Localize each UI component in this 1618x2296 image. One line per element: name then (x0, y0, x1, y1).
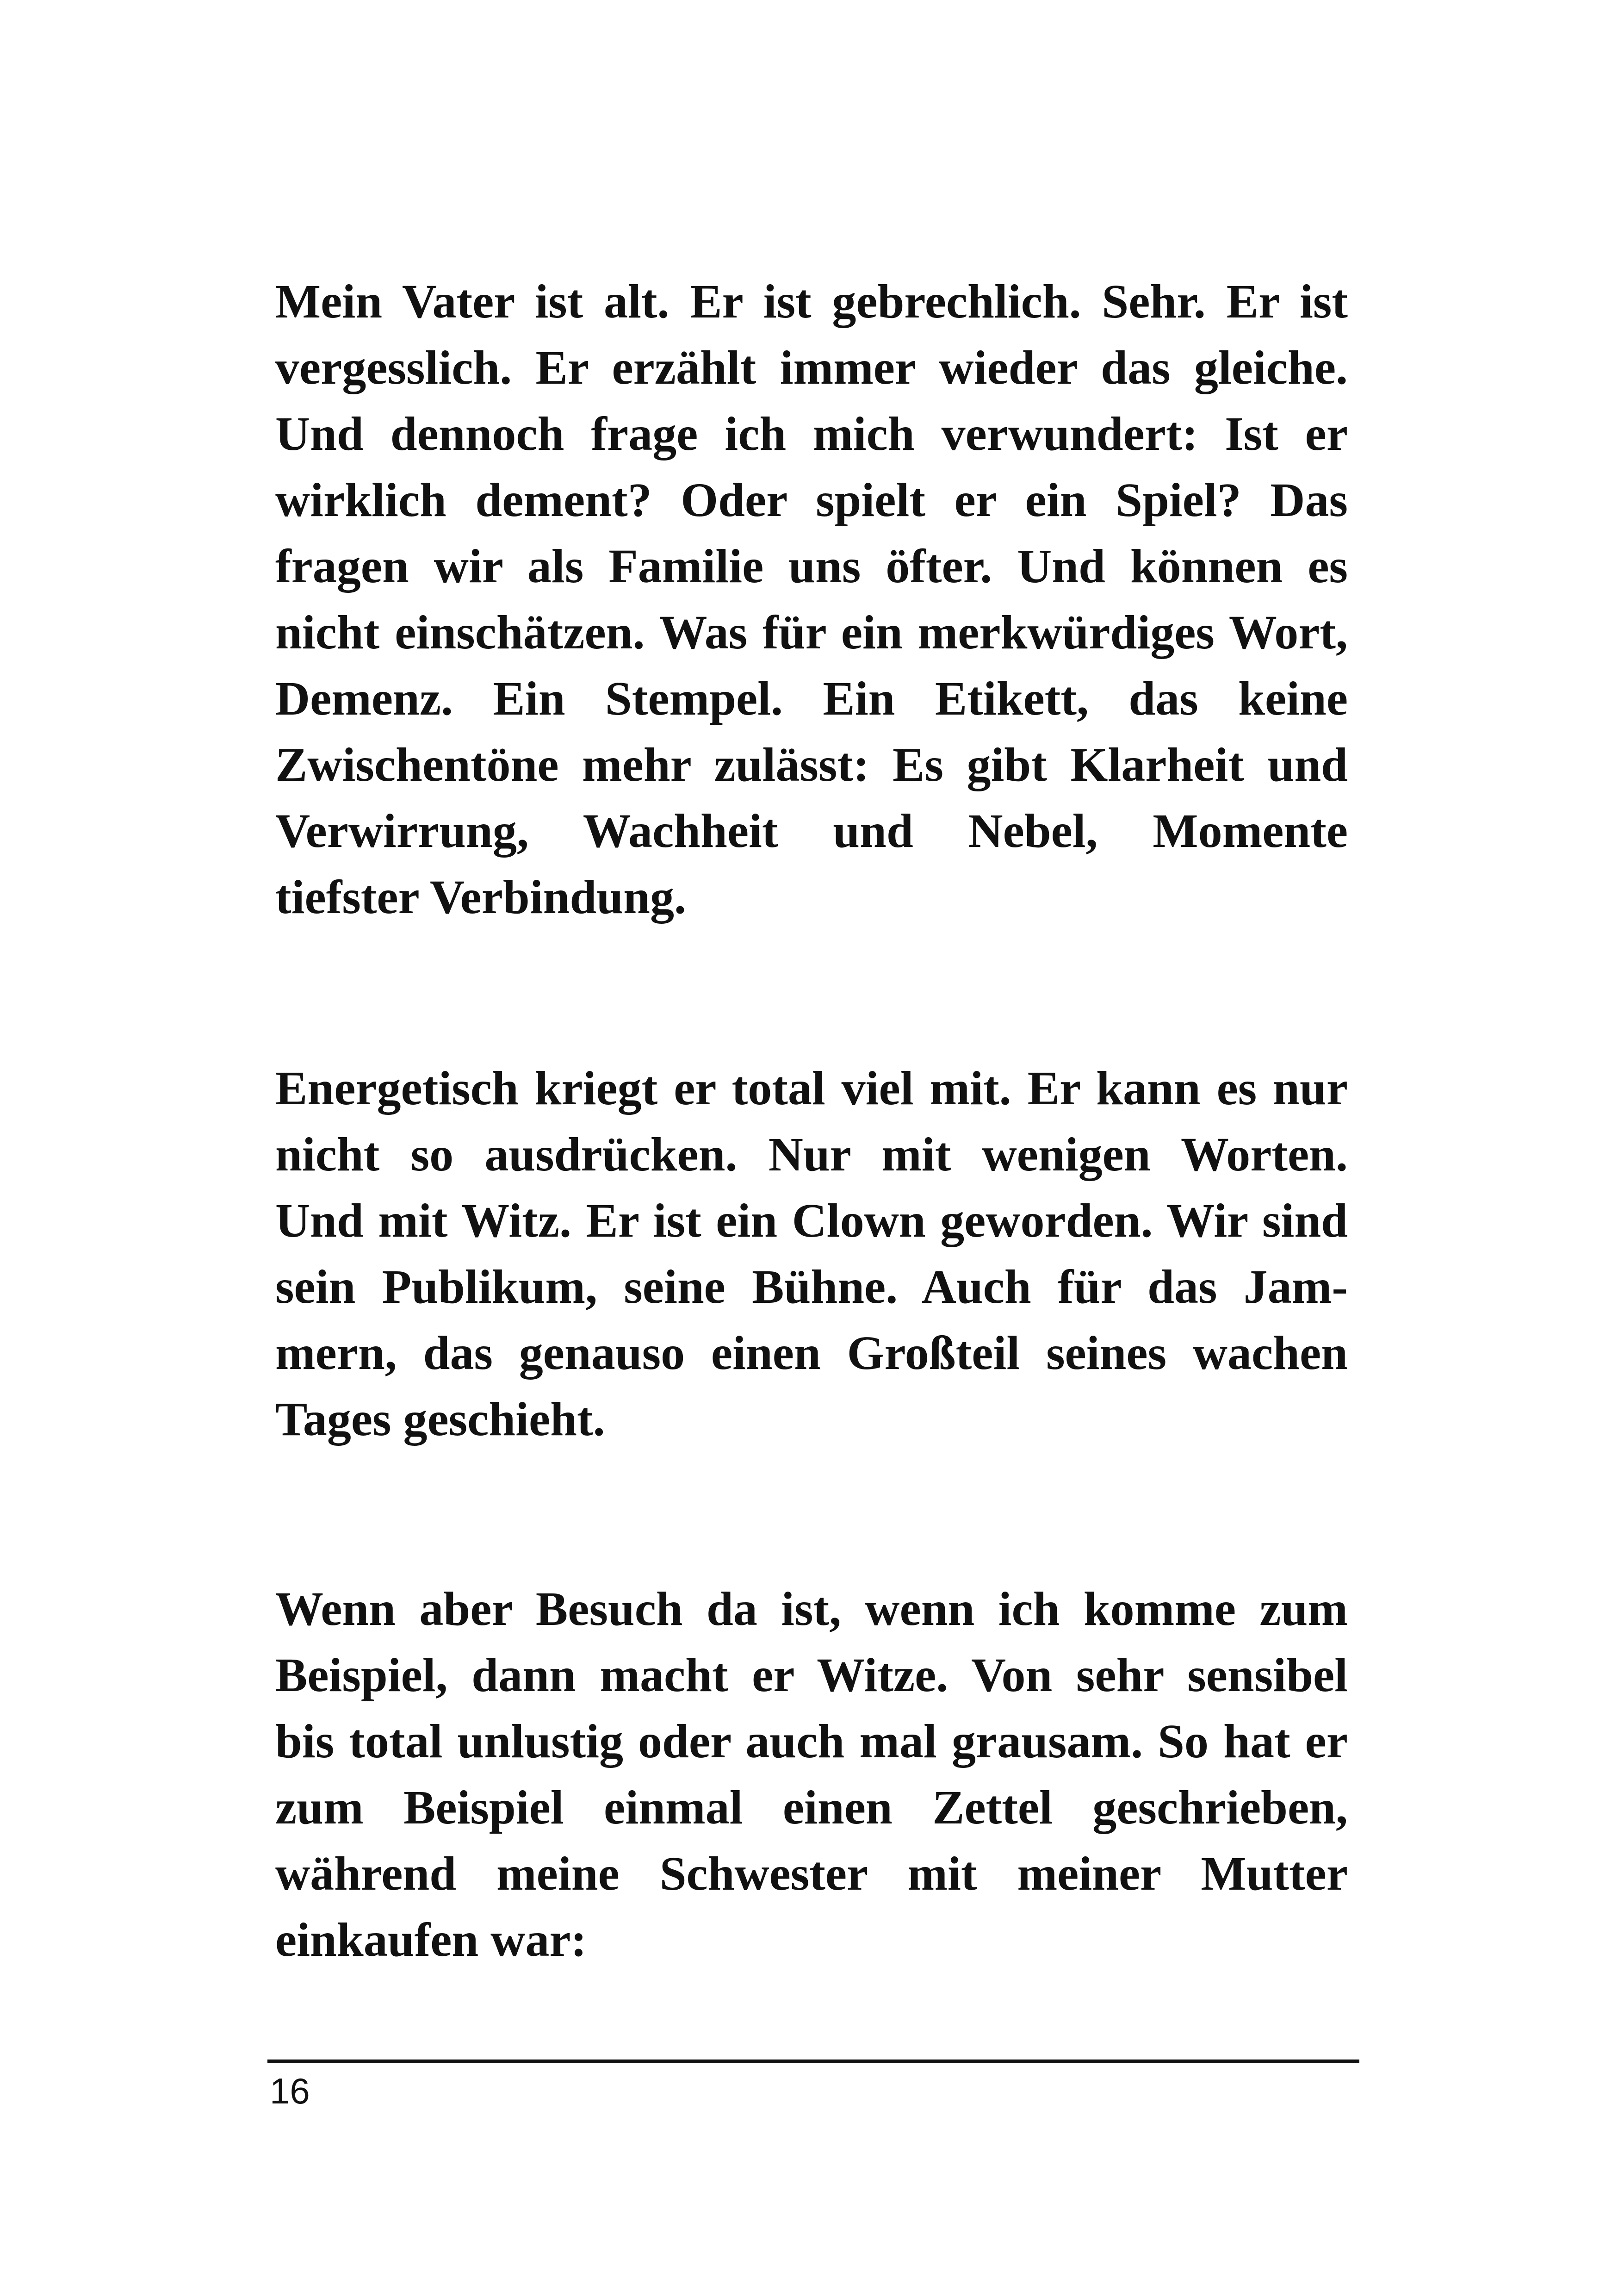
text-line: während meine Schwester mit meiner Mutter (275, 1847, 1348, 1900)
text-line: Verwirrung, Wachheit und Nebel, Momente (275, 804, 1348, 858)
footer-rule (267, 2060, 1359, 2063)
text-line: einkaufen war: (275, 1913, 587, 1966)
text-line: bis total unlustig oder auch mal grausam. So hat er (275, 1715, 1348, 1768)
text-line: Tages geschieht. (275, 1393, 605, 1446)
paragraph-1 (275, 268, 1348, 930)
text-line: nicht so ausdrücken. Nur mit wenigen Worten. (275, 1128, 1348, 1181)
text-line: vergesslich. Er erzählt immer wieder das gleiche. (275, 341, 1348, 394)
text-line: Demenz. Ein Stempel. Ein Etikett, das keine (275, 672, 1348, 725)
text-line: nicht einschätzen. Was für ein merkwürdiges Wort, (275, 606, 1348, 659)
text-line: zum Beispiel einmal einen Zettel geschrieben, (275, 1781, 1348, 1834)
text-line: sein Publikum, seine Bühne. Auch für das Jam- (275, 1260, 1348, 1313)
text-line: tiefster Verbindung. (275, 871, 686, 924)
paragraph-3 (275, 1576, 1348, 1973)
text-line: mern, das genauso einen Großteil seines wachen (275, 1326, 1348, 1380)
text-line: Beispiel, dann macht er Witze. Von sehr sensibel (275, 1649, 1348, 1702)
text-line: fragen wir als Familie uns öfter. Und können es (275, 540, 1348, 593)
text-line: Mein Vater ist alt. Er ist gebrechlich. Sehr. Er ist (275, 275, 1348, 328)
text-line: wirklich dement? Oder spielt er ein Spiel? Das (275, 473, 1348, 527)
text-line: Wenn aber Besuch da ist, wenn ich komme zum (275, 1582, 1348, 1636)
paragraph-2 (275, 1055, 1348, 1452)
text-line: Und dennoch frage ich mich verwundert: Ist er (275, 407, 1348, 460)
page-number: 16 (270, 2071, 310, 2111)
text-line: Zwischentöne mehr zulässt: Es gibt Klarheit und (275, 738, 1348, 791)
text-line: Energetisch kriegt er total viel mit. Er kann es nur (275, 1062, 1348, 1115)
text-line: Und mit Witz. Er ist ein Clown geworden. Wir sind (275, 1194, 1348, 1247)
